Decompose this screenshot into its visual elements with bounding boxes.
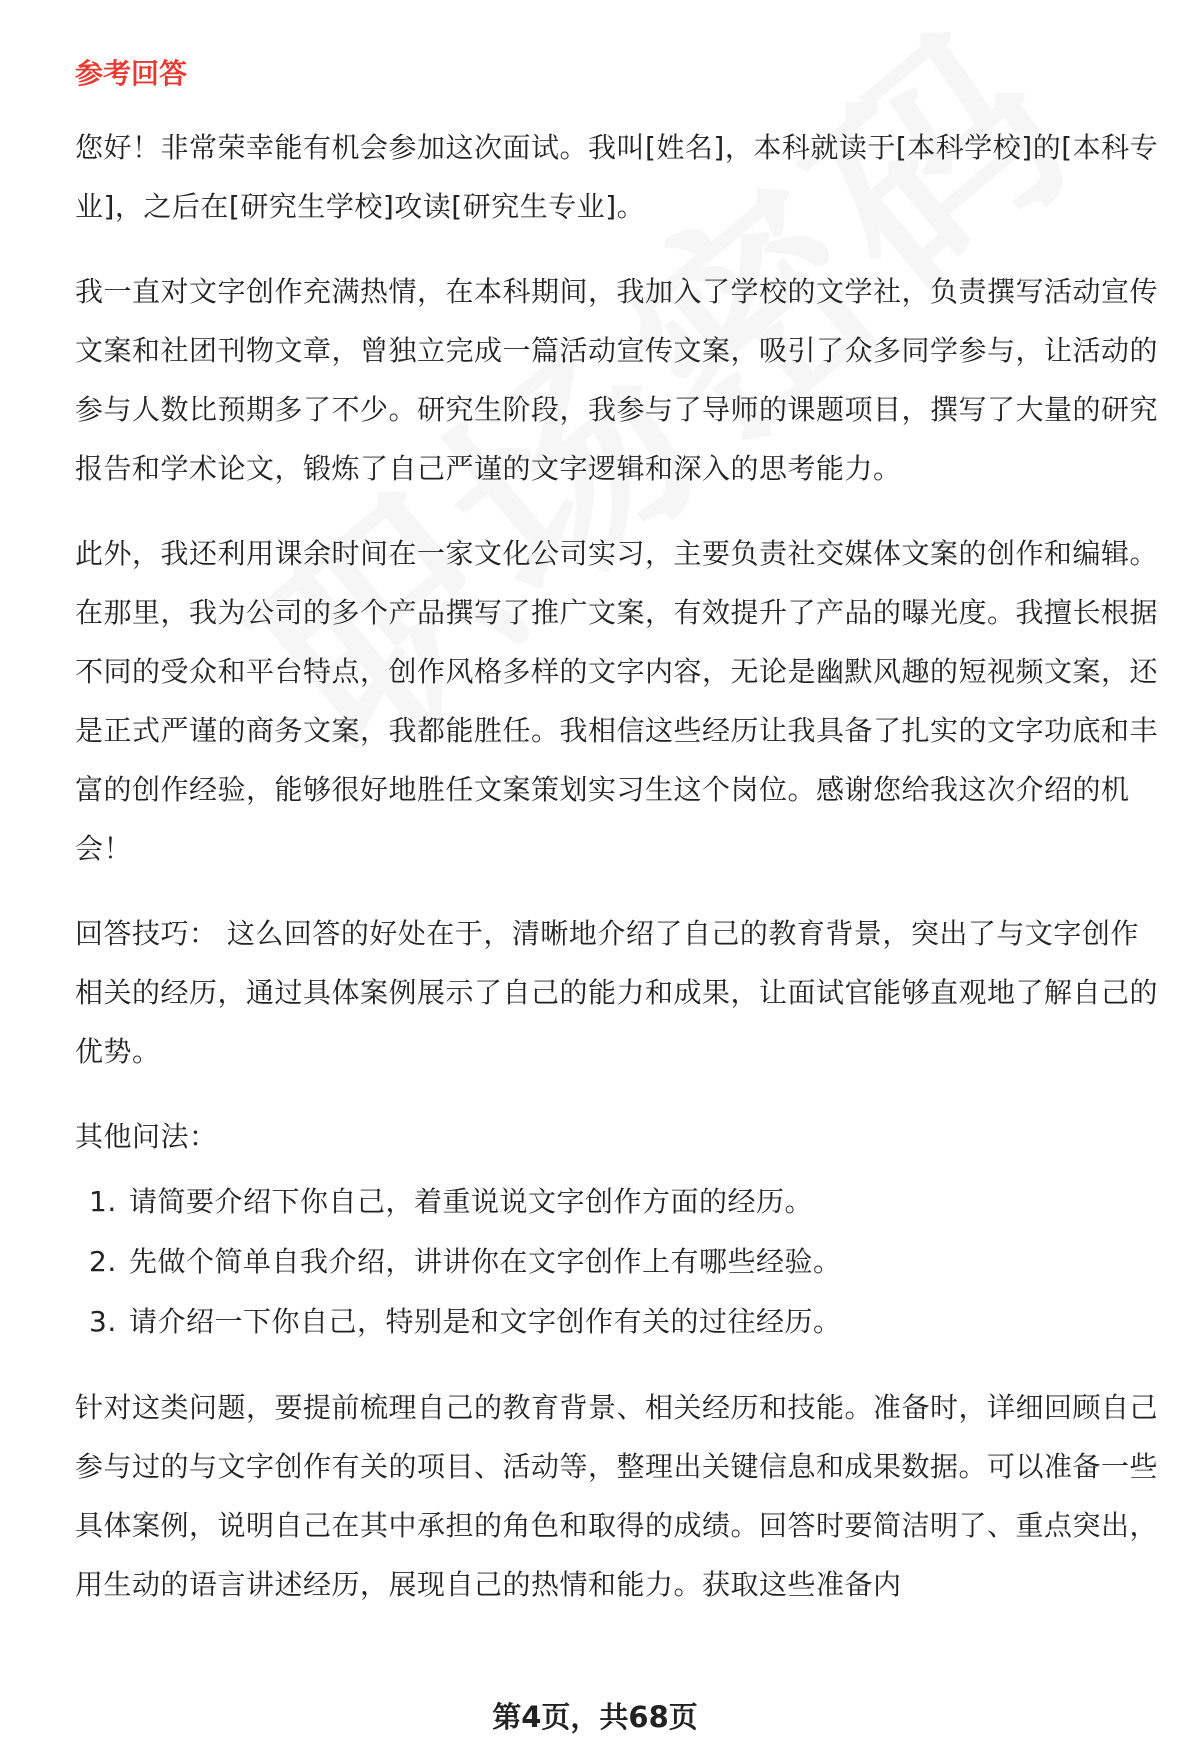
paragraph-intro: 您好！非常荣幸能有机会参加这次面试。我叫[姓名]，本科就读于[本科学校]的[本科专业]，之后在[研究生学校]攻读[研究生专业]。: [75, 131, 1159, 223]
list-item: [75, 1292, 1165, 1352]
list-item-number: 3.: [89, 1305, 117, 1338]
page-number-footer: 第4页，共68页: [492, 1700, 698, 1734]
paragraph-tips: 回答技巧： 这么回答的好处在于，清晰地介绍了自己的教育背景，突出了与文字创作相关的经历，通过具体案例展示了自己的能力和成果，让面试官能够直观地了解自己的优势。: [75, 917, 1159, 1068]
paragraph-experience: 我一直对文字创作充满热情，在本科期间，我加入了学校的文学社，负责撰写活动宣传文案和社团刊物文章，曾独立完成一篇活动宣传文案，吸引了众多同学参与，让活动的参与人数比预期多了不少。研究生阶段，我参与了导师的课题项目，撰写了大量的研究报告和学术论文，锻炼了自己严谨的文字逻辑和深入的思考能力。: [75, 275, 1159, 485]
list-item-number: 1.: [89, 1185, 117, 1218]
list-item-text: 请介绍一下你自己，特别是和文字创作有关的过往经历。: [129, 1305, 842, 1338]
paragraph-other-questions-label: 其他问法：: [75, 1120, 218, 1153]
paragraph-closing: 针对这类问题，要提前梳理自己的教育背景、相关经历和技能。准备时，详细回顾自己参与过的与文字创作有关的项目、活动等，整理出关键信息和成果数据。可以准备一些具体案例，说明自己在其中承担的角色和取得的成绩。回答时要简洁明了、重点突出，用生动的语言讲述经历，展现自己的热情和能力。获取这些准备内: [75, 1391, 1159, 1601]
list-item: [75, 1232, 1165, 1292]
section-heading: 参考回答: [75, 57, 188, 90]
list-item-text: 先做个简单自我介绍，讲讲你在文字创作上有哪些经验。: [129, 1245, 842, 1278]
page-content: [75, 48, 1165, 1614]
list-item-number: 2.: [89, 1245, 117, 1278]
paragraph-internship: 此外，我还利用课余时间在一家文化公司实习，主要负责社交媒体文案的创作和编辑。在那里，我为公司的多个产品撰写了推广文案，有效提升了产品的曝光度。我擅长根据不同的受众和平台特点，创作风格多样的文字内容，无论是幽默风趣的短视频文案，还是正式严谨的商务文案，我都能胜任。我相信这些经历让我具备了扎实的文字功底和丰富的创作经验，能够很好地胜任文案策划实习生这个岗位。感谢您给我这次介绍的机会！: [75, 537, 1159, 865]
other-questions-list: [75, 1172, 1165, 1352]
list-item: [75, 1172, 1165, 1232]
list-item-text: 请简要介绍下你自己，着重说说文字创作方面的经历。: [129, 1185, 814, 1218]
